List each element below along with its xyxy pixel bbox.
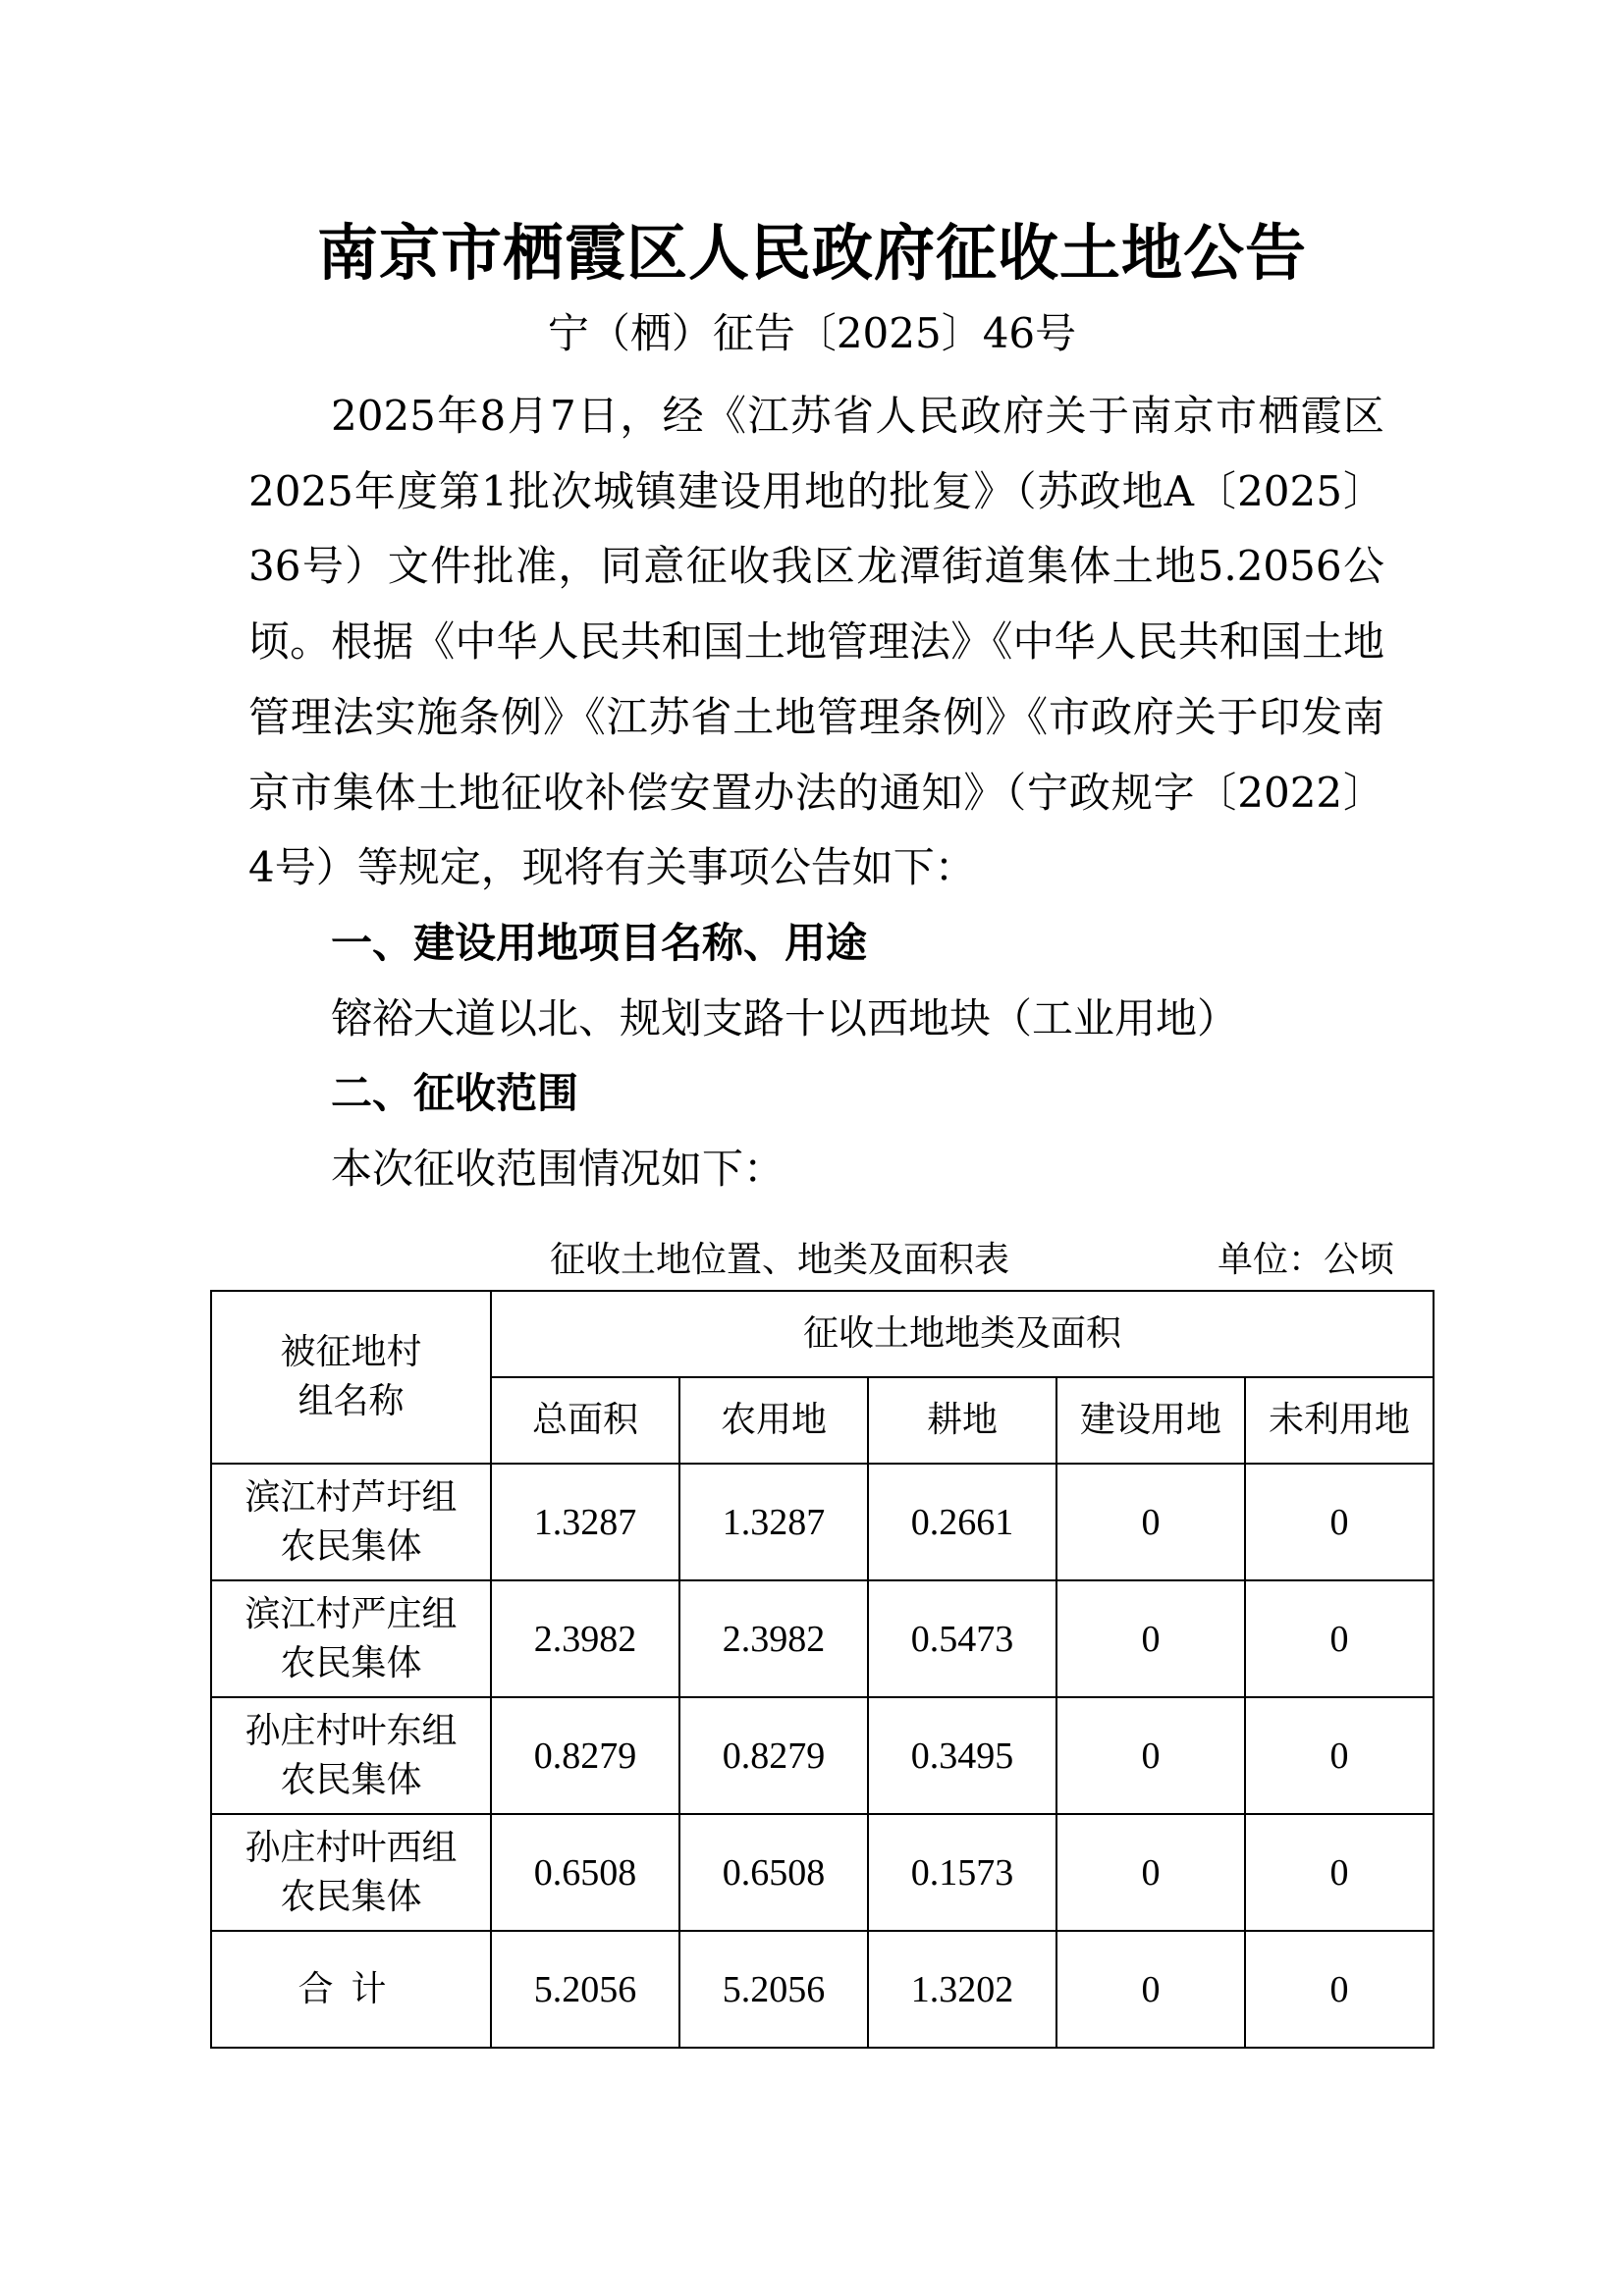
total-arable-land: 1.3202 bbox=[868, 1931, 1056, 2048]
cell-arable-land: 0.1573 bbox=[868, 1814, 1056, 1931]
cell-agricultural-land: 1.3287 bbox=[679, 1464, 868, 1580]
header-construction-land: 建设用地 bbox=[1056, 1377, 1245, 1464]
total-construction-land: 0 bbox=[1056, 1931, 1245, 2048]
header-village-group-label: 被征地村组名称 bbox=[280, 1332, 422, 1421]
total-unused-land: 0 bbox=[1245, 1931, 1434, 2048]
cell-unused-land: 0 bbox=[1245, 1697, 1434, 1814]
cell-construction-land: 0 bbox=[1056, 1580, 1245, 1697]
header-arable-land: 耕地 bbox=[868, 1377, 1056, 1464]
cell-agricultural-land: 0.8279 bbox=[679, 1697, 868, 1814]
table-total-row bbox=[211, 1931, 1434, 2048]
cell-construction-land: 0 bbox=[1056, 1697, 1245, 1814]
row-name-label: 滨江村严庄组农民集体 bbox=[244, 1593, 458, 1683]
land-table bbox=[210, 1290, 1435, 2049]
table-header-row bbox=[211, 1291, 1434, 1377]
section-2-text: 本次征收范围情况如下： bbox=[331, 1145, 785, 1194]
row-name bbox=[211, 1464, 491, 1580]
total-total-area: 5.2056 bbox=[491, 1931, 679, 2048]
table-row bbox=[211, 1464, 1434, 1580]
total-label-text: 合计 bbox=[298, 1968, 405, 2009]
cell-total-area: 0.8279 bbox=[491, 1697, 679, 1814]
table-row bbox=[211, 1580, 1434, 1697]
cell-arable-land: 0.5473 bbox=[868, 1580, 1056, 1697]
row-name bbox=[211, 1580, 491, 1697]
intro-paragraph: 2025年8月7日，经《江苏省人民政府关于南京市栖霞区2025年度第1批次城镇建设用地的批复》（苏政地A〔2025〕36号）文件批准，同意征收我区龙潭街道集体土地5.2056公顷。根据《中华人民共和国土地管理法》《中华人民共和国土地管理法实施条例》《江苏省土地管理条例》《市政府关于印发南京市集体土地征收补偿安置办法的通知》（宁政规字〔2022〕4号）等规定，现将有关事项公告如下： bbox=[248, 392, 1384, 892]
table-unit: 单位：公顷 bbox=[1217, 1240, 1394, 1280]
cell-total-area: 2.3982 bbox=[491, 1580, 679, 1697]
section-1-heading: 一、建设用地项目名称、用途 bbox=[331, 918, 868, 967]
row-name-label: 孙庄村叶东组农民集体 bbox=[244, 1710, 458, 1800]
row-name-label: 滨江村芦圩组农民集体 bbox=[244, 1476, 458, 1567]
row-name bbox=[211, 1697, 491, 1814]
header-unused-land: 未利用地 bbox=[1245, 1377, 1434, 1464]
header-agricultural-land: 农用地 bbox=[679, 1377, 868, 1464]
document-body bbox=[248, 379, 1384, 1207]
header-total-area: 总面积 bbox=[491, 1377, 679, 1464]
row-name bbox=[211, 1814, 491, 1931]
cell-construction-land: 0 bbox=[1056, 1814, 1245, 1931]
total-agricultural-land: 5.2056 bbox=[679, 1931, 868, 2048]
header-village-group bbox=[211, 1291, 491, 1464]
cell-total-area: 0.6508 bbox=[491, 1814, 679, 1931]
cell-unused-land: 0 bbox=[1245, 1814, 1434, 1931]
cell-agricultural-land: 0.6508 bbox=[679, 1814, 868, 1931]
cell-total-area: 1.3287 bbox=[491, 1464, 679, 1580]
document-title: 南京市栖霞区人民政府征收土地公告 bbox=[316, 217, 1307, 289]
cell-agricultural-land: 2.3982 bbox=[679, 1580, 868, 1697]
cell-unused-land: 0 bbox=[1245, 1580, 1434, 1697]
header-land-class-group: 征收土地地类及面积 bbox=[491, 1291, 1434, 1377]
document-number: 宁（栖）征告〔2025〕46号 bbox=[547, 309, 1077, 357]
section-1-text: 镕裕大道以北、规划支路十以西地块（工业用地） bbox=[331, 993, 1239, 1042]
cell-construction-land: 0 bbox=[1056, 1464, 1245, 1580]
table-row bbox=[211, 1697, 1434, 1814]
section-2-heading: 二、征收范围 bbox=[331, 1069, 579, 1118]
cell-arable-land: 0.3495 bbox=[868, 1697, 1056, 1814]
cell-unused-land: 0 bbox=[1245, 1464, 1434, 1580]
row-name-label: 孙庄村叶西组农民集体 bbox=[244, 1827, 458, 1917]
cell-arable-land: 0.2661 bbox=[868, 1464, 1056, 1580]
table-row bbox=[211, 1814, 1434, 1931]
total-label bbox=[211, 1931, 491, 2048]
table-caption: 征收土地位置、地类及面积表 bbox=[550, 1240, 1010, 1280]
